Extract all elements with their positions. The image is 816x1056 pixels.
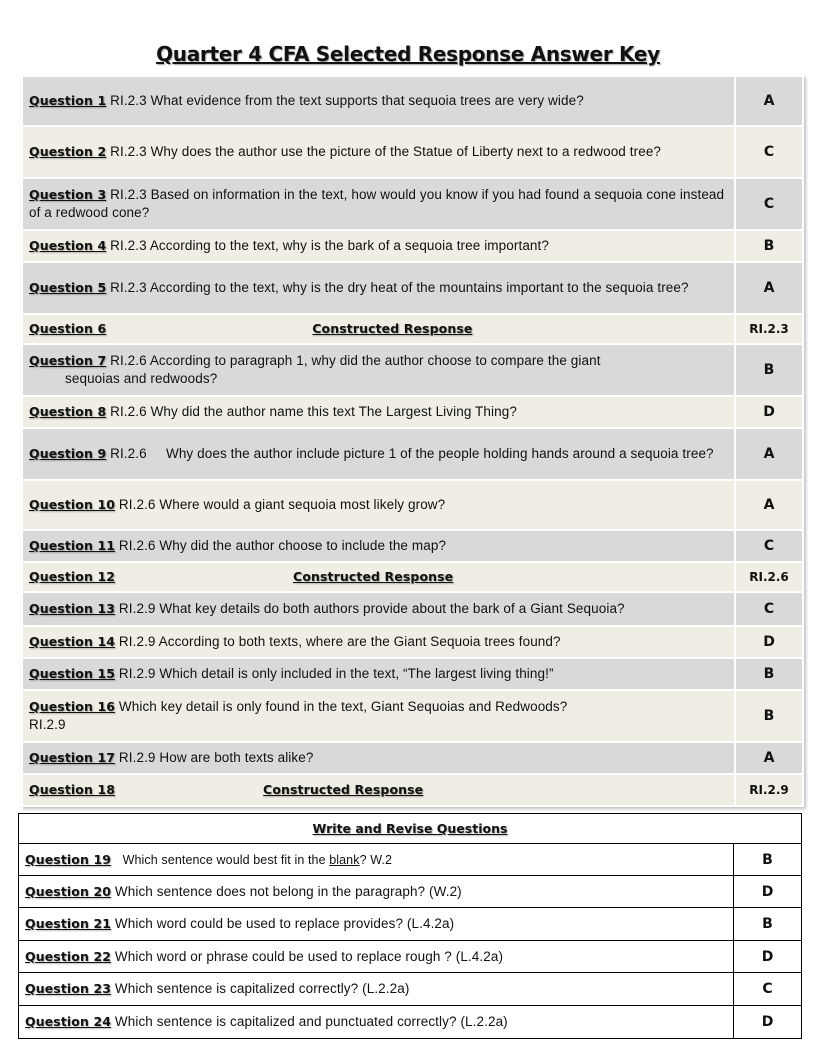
- answer-cell: B: [735, 344, 803, 396]
- table-row: [19, 876, 802, 908]
- section-header: Write and Revise Questions: [19, 814, 802, 844]
- table-row: [19, 973, 802, 1006]
- page-title: Quarter 4 CFA Selected Response Answer Key: [156, 42, 660, 66]
- table-row: [22, 480, 803, 530]
- question-number: Question 4: [29, 238, 107, 253]
- answer-key-table: [21, 75, 804, 807]
- answer-cell: RI.2.3: [735, 314, 803, 344]
- table-row: [22, 562, 803, 592]
- answer-cell: RI.2.6: [735, 562, 803, 592]
- answer-cell: A: [735, 262, 803, 314]
- question-number: Question 16: [29, 699, 116, 714]
- table-row: [22, 126, 803, 178]
- question-text: Which word or phrase could be used to replace rough ? (L.4.2a): [114, 948, 504, 964]
- answer-cell: C: [735, 126, 803, 178]
- question-text: Which key detail is only found in the text, Giant Sequoias and Redwoods?: [118, 699, 568, 714]
- table-row: [22, 76, 803, 126]
- question-text: RI.2.9 Which detail is only included in the text, “The largest living thing!”: [118, 666, 554, 681]
- question-number: Question 1: [29, 93, 107, 108]
- question-number: Question 7: [29, 353, 107, 368]
- question-number: Question 12: [29, 569, 116, 584]
- question-text: RI.2.3 Based on information in the text, how would you know if you had found a sequoia cone instead of a redwood cone?: [29, 187, 725, 220]
- question-text: RI.2.9 What key details do both authors provide about the bark of a Giant Sequoia?: [118, 601, 625, 616]
- constructed-response-label: Constructed Response: [263, 782, 424, 797]
- constructed-response-label: Constructed Response: [293, 569, 454, 584]
- table-row: [22, 626, 803, 658]
- question-text: RI.2.6 Where would a giant sequoia most likely grow?: [118, 497, 446, 512]
- question-number: Question 15: [29, 666, 116, 681]
- question-text: RI.2.9 How are both texts alike?: [118, 750, 314, 765]
- table-row: [19, 908, 802, 941]
- question-number: Question 6: [29, 321, 107, 336]
- question-text: RI.2.3 According to the text, why is the dry heat of the mountains important to the sequoia tree?: [110, 280, 689, 295]
- constructed-response-label: Constructed Response: [312, 321, 473, 336]
- question-number: Question 8: [29, 404, 107, 419]
- question-number: Question 18: [29, 782, 116, 797]
- answer-cell: B: [734, 908, 802, 941]
- question-number: Question 14: [29, 634, 116, 649]
- question-text: RI.2.3 What evidence from the text supports that sequoia trees are very wide?: [110, 93, 584, 108]
- table-row: [22, 262, 803, 314]
- table-row: [22, 530, 803, 562]
- answer-cell: C: [735, 592, 803, 626]
- question-number: Question 3: [29, 187, 107, 202]
- question-number: Question 19: [25, 851, 112, 867]
- question-text: RI.2.6 According to paragraph 1, why did the author choose to compare the giant: [110, 353, 601, 368]
- question-number: Question 13: [29, 601, 116, 616]
- answer-cell: D: [735, 396, 803, 428]
- answer-cell: A: [735, 428, 803, 480]
- answer-cell: A: [735, 76, 803, 126]
- question-text-continued: RI.2.9: [29, 717, 66, 732]
- answer-cell: C: [735, 530, 803, 562]
- table-row: [22, 396, 803, 428]
- answer-cell: A: [735, 742, 803, 774]
- answer-cell: B: [734, 844, 802, 876]
- question-number: Question 24: [25, 1014, 112, 1029]
- table-row: [22, 428, 803, 480]
- question-number: Question 21: [25, 916, 112, 931]
- question-number: Question 17: [29, 750, 116, 765]
- table-row: [22, 178, 803, 230]
- question-text-continued: sequoias and redwoods?: [65, 371, 218, 386]
- answer-cell: C: [734, 973, 802, 1006]
- answer-cell: B: [735, 690, 803, 742]
- answer-cell: C: [735, 178, 803, 230]
- question-number: Question 22: [25, 948, 112, 964]
- question-text: Which sentence is capitalized correctly? (L.2.2a): [114, 981, 410, 996]
- question-number: Question 11: [29, 538, 116, 553]
- answer-cell: D: [734, 876, 802, 908]
- blank-word: blank: [329, 852, 360, 867]
- table-row: [19, 941, 802, 973]
- question-text: RI.2.6 Why does the author include picture 1 of the people holding hands around a sequoia tree?: [110, 446, 714, 461]
- table-row: [22, 690, 803, 742]
- answer-cell: D: [734, 1006, 802, 1039]
- question-text: Which sentence does not belong in the paragraph? (W.2): [114, 883, 462, 899]
- question-text: RI.2.6 Why did the author choose to include the map?: [118, 538, 447, 553]
- answer-cell: D: [735, 626, 803, 658]
- question-number: Question 9: [29, 446, 107, 461]
- table-row: [19, 1006, 802, 1039]
- question-text: RI.2.3 Why does the author use the picture of the Statue of Liberty next to a redwood tree?: [110, 144, 662, 159]
- question-number: Question 23: [25, 981, 112, 996]
- question-text: Which word could be used to replace provides? (L.4.2a): [114, 916, 455, 931]
- answer-cell: B: [735, 230, 803, 262]
- answer-cell: D: [734, 941, 802, 973]
- table-row: [22, 230, 803, 262]
- question-text: Which sentence would best fit in the blank? W.2: [122, 852, 393, 867]
- table-row: [22, 592, 803, 626]
- table-row: [22, 314, 803, 344]
- table-row: [22, 774, 803, 806]
- question-text: RI.2.3 According to the text, why is the bark of a sequoia tree important?: [110, 238, 549, 253]
- table-row: [22, 344, 803, 396]
- answer-cell: RI.2.9: [735, 774, 803, 806]
- table-row: [19, 844, 802, 876]
- answer-cell: B: [735, 658, 803, 690]
- question-text: Which sentence is capitalized and punctuated correctly? (L.2.2a): [114, 1014, 508, 1029]
- table-row: [22, 658, 803, 690]
- question-text: RI.2.6 Why did the author name this text The Largest Living Thing?: [110, 404, 517, 419]
- question-number: Question 10: [29, 497, 116, 512]
- question-number: Question 20: [25, 883, 112, 899]
- write-revise-table: [18, 813, 802, 1039]
- table-row: [22, 742, 803, 774]
- question-number: Question 5: [29, 280, 107, 295]
- answer-cell: A: [735, 480, 803, 530]
- question-number: Question 2: [29, 144, 107, 159]
- question-text: RI.2.9 According to both texts, where are the Giant Sequoia trees found?: [118, 634, 561, 649]
- section-header-row: [19, 814, 802, 844]
